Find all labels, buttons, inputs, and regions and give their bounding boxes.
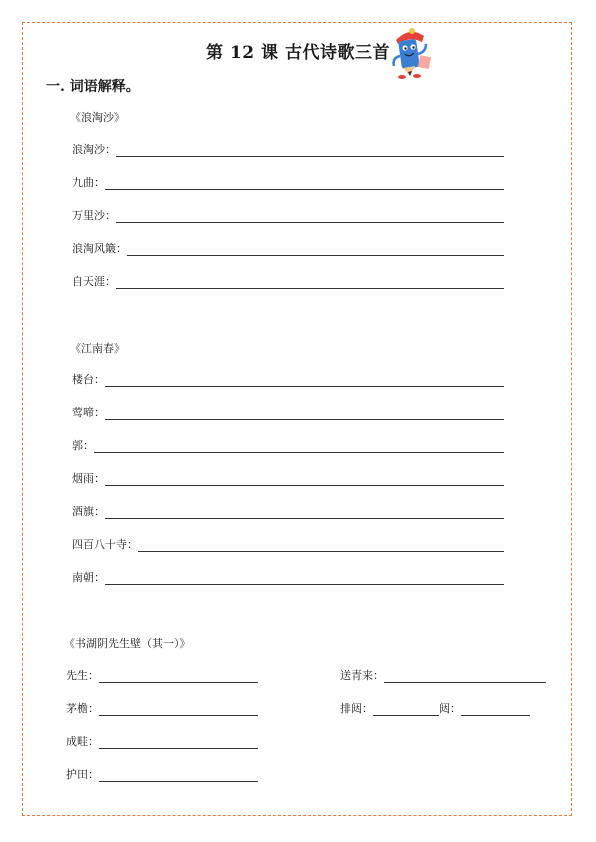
answer-blank[interactable]: [116, 211, 504, 223]
answer-blank[interactable]: [94, 441, 504, 453]
poem-title-langtaosha: 《浪淘沙》: [70, 111, 125, 124]
answer-blank[interactable]: [105, 507, 504, 519]
term-row: [72, 275, 504, 289]
term-label: 九曲：: [72, 176, 105, 189]
term-row: [72, 505, 504, 519]
answer-blank[interactable]: [99, 671, 258, 683]
pencil-mascot-icon: [388, 26, 432, 80]
term-row: [340, 702, 530, 716]
term-row: [72, 209, 504, 223]
poem-title-shuhuyin: 《书湖阴先生壁（其一）》: [64, 637, 191, 650]
term-label: 浪淘沙：: [72, 143, 116, 156]
term-row: [72, 571, 504, 585]
term-label: 自天涯：: [72, 275, 116, 288]
answer-blank[interactable]: [99, 737, 258, 749]
term-label: 护田：: [66, 768, 99, 781]
term-row: [72, 176, 504, 190]
answer-blank[interactable]: [105, 474, 504, 486]
term-label: 排闼：: [340, 702, 373, 715]
term-row: [340, 669, 546, 683]
section-heading: 一. 词语解释。: [46, 79, 140, 95]
term-row: [72, 373, 504, 387]
answer-blank[interactable]: [138, 540, 504, 552]
answer-blank[interactable]: [99, 704, 258, 716]
answer-blank[interactable]: [116, 145, 504, 157]
answer-blank[interactable]: [116, 277, 504, 289]
answer-blank[interactable]: [384, 671, 546, 683]
term-label: 送青来：: [340, 669, 384, 682]
term-label: 闼：: [439, 702, 461, 715]
term-label: 成畦：: [66, 735, 99, 748]
term-row: [66, 735, 258, 749]
term-row: [72, 143, 504, 157]
term-label: 先生：: [66, 669, 99, 682]
term-label: 茅檐：: [66, 702, 99, 715]
answer-blank[interactable]: [373, 704, 439, 716]
term-label: 万里沙：: [72, 209, 116, 222]
term-label: 南朝：: [72, 571, 105, 584]
term-label: 郭：: [72, 439, 94, 452]
answer-blank[interactable]: [105, 573, 504, 585]
term-label: 烟雨：: [72, 472, 105, 485]
term-row: [66, 768, 258, 782]
term-row: [72, 242, 504, 256]
answer-blank[interactable]: [461, 704, 530, 716]
page-title: 第 12 课 古代诗歌三首: [206, 43, 390, 63]
term-row: [72, 406, 504, 420]
term-label: 浪淘风簸：: [72, 242, 127, 255]
term-row: [72, 472, 504, 486]
answer-blank[interactable]: [105, 375, 504, 387]
term-row: [66, 702, 258, 716]
answer-blank[interactable]: [127, 244, 504, 256]
answer-blank[interactable]: [105, 408, 504, 420]
term-label: 楼台：: [72, 373, 105, 386]
term-row: [66, 669, 258, 683]
poem-title-jiangnanchun: 《江南春》: [70, 342, 125, 355]
answer-blank[interactable]: [99, 770, 258, 782]
term-label: 四百八十寺：: [72, 538, 138, 551]
term-row: [72, 439, 504, 453]
term-row: [72, 538, 504, 552]
term-label: 酒旗：: [72, 505, 105, 518]
term-label: 莺啼：: [72, 406, 105, 419]
answer-blank[interactable]: [105, 178, 504, 190]
